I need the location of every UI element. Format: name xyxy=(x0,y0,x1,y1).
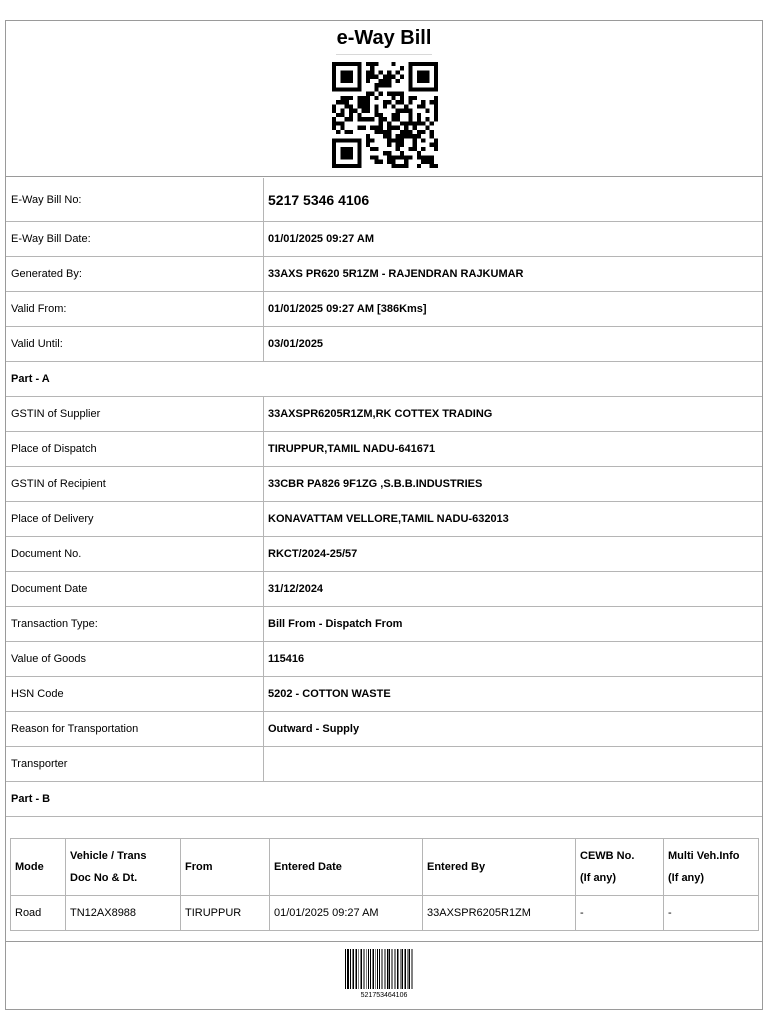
field-value: 5202 - COTTON WASTE xyxy=(268,688,391,700)
vehicle-table-header xyxy=(11,839,759,896)
column-divider xyxy=(263,178,264,222)
column-divider xyxy=(263,677,264,712)
barcode-number: 521753464106 xyxy=(360,992,408,999)
field-value: TIRUPPUR,TAMIL NADU-641671 xyxy=(268,443,436,455)
field-value: Bill From - Dispatch From xyxy=(268,618,403,630)
detail-row xyxy=(6,467,762,502)
field-label: Document No. xyxy=(11,548,82,560)
detail-row xyxy=(6,257,762,292)
cell-vehicle: TN12AX8988 xyxy=(66,896,181,931)
field-value: Outward - Supply xyxy=(268,723,360,735)
barcode xyxy=(345,949,413,989)
detail-row xyxy=(6,607,762,642)
column-divider xyxy=(263,502,264,537)
field-value: 01/01/2025 09:27 AM xyxy=(268,233,374,245)
column-divider xyxy=(263,397,264,432)
section-title: Part - A xyxy=(11,373,50,385)
column-divider xyxy=(263,642,264,677)
field-label: Valid From: xyxy=(11,303,67,315)
column-divider xyxy=(263,747,264,782)
col-cewb-header: CEWB No. (If any) xyxy=(576,839,664,896)
section-title: Part - B xyxy=(11,793,51,805)
detail-row xyxy=(6,222,762,257)
field-label: Reason for Transportation xyxy=(11,723,139,735)
column-divider xyxy=(263,712,264,747)
table-row xyxy=(11,896,759,931)
col-vehicle-header: Vehicle / Trans Doc No & Dt. xyxy=(66,839,181,896)
cell-entered-date: 01/01/2025 09:27 AM xyxy=(270,896,423,931)
field-value: 31/12/2024 xyxy=(268,583,324,595)
column-divider xyxy=(263,607,264,642)
field-label: GSTIN of Supplier xyxy=(11,408,101,420)
field-value: 5217 5346 4106 xyxy=(268,192,370,208)
bill-title: e-Way Bill xyxy=(336,27,432,49)
detail-row xyxy=(6,178,762,222)
column-divider xyxy=(263,572,264,607)
field-label: Valid Until: xyxy=(11,338,63,350)
column-divider xyxy=(263,432,264,467)
cell-mode: Road xyxy=(11,896,66,931)
detail-row xyxy=(6,327,762,362)
cell-entered-by: 33AXSPR6205R1ZM xyxy=(423,896,576,931)
field-value: 33AXS PR620 5R1ZM - RAJENDRAN RAJKUMAR xyxy=(268,268,524,280)
field-value: KONAVATTAM VELLORE,TAMIL NADU-632013 xyxy=(268,513,509,525)
detail-row xyxy=(6,747,762,782)
field-label: Place of Dispatch xyxy=(11,443,97,455)
eway-bill-sheet xyxy=(5,20,763,1010)
field-value: 115416 xyxy=(268,653,305,665)
column-divider xyxy=(263,537,264,572)
column-divider xyxy=(263,292,264,327)
field-value: 03/01/2025 xyxy=(268,338,324,350)
detail-row xyxy=(6,397,762,432)
title-underline xyxy=(336,54,432,55)
detail-row xyxy=(6,502,762,537)
column-divider xyxy=(263,327,264,362)
col-entered-date-header: Entered Date xyxy=(270,839,423,896)
section-heading xyxy=(6,362,762,397)
column-divider xyxy=(263,257,264,292)
detail-row xyxy=(6,537,762,572)
qr-code xyxy=(332,61,438,169)
field-value: 33CBR PA826 9F1ZG ,S.B.B.INDUSTRIES xyxy=(268,478,483,490)
field-label: GSTIN of Recipient xyxy=(11,478,106,490)
field-label: Transaction Type: xyxy=(11,618,98,630)
field-label: Value of Goods xyxy=(11,653,87,665)
field-label: Place of Delivery xyxy=(11,513,94,525)
detail-row xyxy=(6,677,762,712)
bill-details xyxy=(6,178,762,817)
bill-header xyxy=(6,21,762,177)
detail-row xyxy=(6,432,762,467)
field-label: Generated By: xyxy=(11,268,82,280)
col-from-header: From xyxy=(181,839,270,896)
vehicle-details-table xyxy=(10,838,759,931)
detail-row xyxy=(6,712,762,747)
field-value: RKCT/2024-25/57 xyxy=(268,548,358,560)
detail-row xyxy=(6,572,762,607)
field-label: Transporter xyxy=(11,758,68,770)
field-label: E-Way Bill No: xyxy=(11,194,82,206)
barcode-footer xyxy=(6,941,762,1011)
column-divider xyxy=(263,467,264,502)
field-label: E-Way Bill Date: xyxy=(11,233,91,245)
field-value: 01/01/2025 09:27 AM [386Kms] xyxy=(268,303,427,315)
detail-row xyxy=(6,292,762,327)
section-heading xyxy=(6,782,762,817)
field-value: 33AXSPR6205R1ZM,RK COTTEX TRADING xyxy=(268,408,493,420)
field-label: HSN Code xyxy=(11,688,64,700)
column-divider xyxy=(263,222,264,257)
cell-multi-veh: - xyxy=(664,896,759,931)
cell-from: TIRUPPUR xyxy=(181,896,270,931)
col-entered-by-header: Entered By xyxy=(423,839,576,896)
col-multi-veh-header: Multi Veh.Info (If any) xyxy=(664,839,759,896)
cell-cewb: - xyxy=(576,896,664,931)
detail-row xyxy=(6,642,762,677)
col-mode-header: Mode xyxy=(11,839,66,896)
field-label: Document Date xyxy=(11,583,88,595)
